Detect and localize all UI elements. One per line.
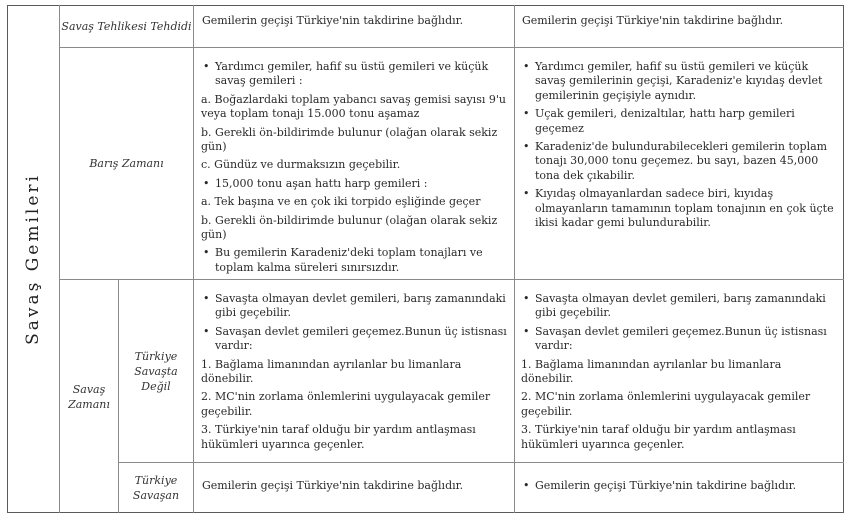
list-item: 1. Bağlama limanından ayrılanlar bu limanlara dönebilir. — [201, 357, 462, 386]
peace-col1 — [201, 60, 511, 279]
divider — [118, 462, 844, 463]
list-item: • 15,000 tonu aşan hattı harp gemileri : — [201, 177, 511, 191]
war-neutral-col2 — [521, 292, 837, 456]
threat-label — [60, 6, 193, 47]
list-item: • Yardımcı gemiler, hafif su üstü gemileri ve küçük savaş gemileri : — [201, 60, 511, 89]
peace-col2 — [521, 60, 837, 234]
list-item: • Kıyıdaş olmayanlardan sadece biri, kıyıdaş olmayanların tamamının toplam tonajının en çok üçte ikisi kadar gemi bulundurabilir. — [521, 187, 837, 230]
list-item: • Bu gemilerin Karadeniz'deki toplam tonajları ve toplam kalma süreleri sınırsızdır. — [201, 246, 511, 275]
list-item: 2. MC'nin zorlama önlemlerini uygulayacak gemiler geçebilir. — [521, 390, 811, 418]
list-item: • Savaşan devlet gemileri geçemez.Bunun üç istisnası vardır: — [521, 325, 837, 354]
list-item: • Savaşta olmayan devlet gemileri, barış zamanındaki gibi geçebilir. — [201, 292, 511, 321]
peace-label-text: Barış Zamanı — [89, 157, 164, 170]
list-item: 3. Türkiye'nin taraf olduğu bir yardım antlaşması hükümleri uyarınca geçenler. — [521, 423, 796, 451]
list-item: • Savaşta olmayan devlet gemileri, barış zamanındaki gibi geçebilir. — [521, 292, 837, 321]
list-item: 3. Türkiye'nin taraf olduğu bir yardım antlaşması hükümleri uyarınca geçenler. — [201, 423, 476, 451]
list-item: b. Gerekli ön-bildirimde bulunur (olağan olarak sekiz gün) — [201, 125, 498, 154]
list-item: • Gemilerin geçişi Türkiye'nin takdirine bağlıdır. — [521, 479, 837, 493]
list-item: a. Tek başına ve en çok iki torpido eşliğinde geçer — [201, 195, 481, 209]
table-side-title — [7, 5, 59, 513]
threat-col1-text: Gemilerin geçişi Türkiye'nin takdirine bağlıdır. — [202, 14, 464, 27]
war-belligerent-label-text: Türkiye Savaşan — [132, 474, 180, 502]
list-item: • Karadeniz'de bulundurabilecekleri gemilerin toplam tonajı 30,000 tonu geçemez. bu sayı, bazen 45,000 tona dek çıkabilir. — [521, 140, 837, 183]
war-belligerent-col1-text: Gemilerin geçişi Türkiye'nin takdirine bağlıdır. — [202, 479, 464, 492]
war-neutral-label — [119, 280, 193, 462]
list-item: c. Gündüz ve durmaksızın geçebilir. — [201, 158, 401, 172]
list-item: • Savaşan devlet gemileri geçemez.Bunun üç istisnası vardır: — [201, 325, 511, 354]
threat-col1 — [202, 14, 507, 28]
war-belligerent-label — [119, 463, 193, 513]
threat-col2-text: Gemilerin geçişi Türkiye'nin takdirine bağlıdır. — [522, 14, 784, 27]
threat-col2 — [522, 14, 837, 28]
peace-label — [60, 48, 193, 279]
war-belligerent-col2 — [521, 479, 837, 497]
threat-label-text: Savaş Tehlikesi Tehdidi — [61, 20, 192, 33]
list-item: a. Boğazlardaki toplam yabancı savaş gemisi sayısı 9'u veya toplam tonajı 15.000 tonu aşamaz — [201, 92, 506, 121]
war-label-text: Savaş Zamanı — [68, 382, 110, 411]
side-title-text: Savaş Gemileri — [23, 173, 43, 345]
divider — [193, 5, 194, 513]
divider — [514, 5, 515, 513]
list-item: • Uçak gemileri, denizaltılar, hattı harp gemileri geçemez — [521, 107, 837, 136]
list-item: 2. MC'nin zorlama önlemlerini uygulayacak gemiler geçebilir. — [201, 390, 491, 418]
list-item: 1. Bağlama limanından ayrılanlar bu limanlara dönebilir. — [521, 357, 782, 386]
war-label — [60, 280, 118, 513]
war-neutral-col1 — [201, 292, 511, 456]
list-item: • Yardımcı gemiler, hafif su üstü gemileri ve küçük savaş gemilerinin geçişi, Karadeniz'e kıyıdaş devlet gemilerinin geçişiyle aynıdır. — [521, 60, 837, 103]
war-belligerent-col1 — [202, 479, 507, 493]
list-item: b. Gerekli ön-bildirimde bulunur (olağan olarak sekiz gün) — [201, 213, 498, 242]
war-neutral-label-text: Türkiye Savaşta Değil — [134, 349, 178, 393]
